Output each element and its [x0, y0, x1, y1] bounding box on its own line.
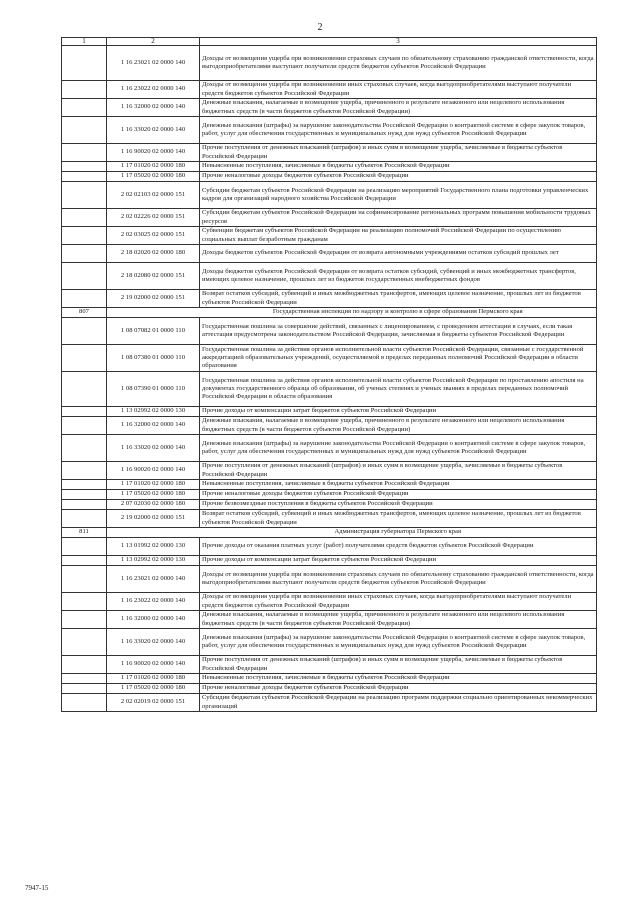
admin-code-cell: [62, 227, 107, 245]
table-row: [62, 117, 597, 144]
revenue-description: Государственная пошлина за действия органов исполнительной власти субъектов Российской Федерации по проставлению апостиля на документах государственного образца об образовании, об ученых степенях и ученых званиях в пределах переданных полномочий Российской Федерации в области образования: [200, 372, 597, 407]
revenue-code: 1 13 01992 02 0000 130: [107, 538, 200, 556]
table-row: [62, 290, 597, 308]
admin-code-cell: [62, 209, 107, 227]
admin-code-cell: [62, 144, 107, 162]
revenue-code: 1 16 23022 02 0000 140: [107, 81, 200, 99]
table-row: [62, 684, 597, 694]
admin-code-cell: [62, 593, 107, 611]
admin-code-cell: [62, 611, 107, 629]
table-row: [62, 372, 597, 407]
table-row: [62, 611, 597, 629]
revenue-description: Субсидии бюджетам субъектов Российской Федерации на софинансирование региональных программ повышения мобильности трудовых ресурсов: [200, 209, 597, 227]
table-row: [62, 46, 597, 81]
revenue-description: Денежные взыскания, налагаемые в возмещение ущерба, причиненного в результате незаконного или нецелевого использования бюджетных средств (в части бюджетов субъектов Российской Федерации): [200, 417, 597, 435]
table-row: [62, 490, 597, 500]
agency-code: 811: [62, 528, 107, 538]
revenue-code: 1 13 02992 02 0000 130: [107, 407, 200, 417]
revenue-description: Доходы от возмещения ущерба при возникновении страховых случаев по обязательному страхованию гражданской ответственности, когда выгодоприобретателями выступают получатели средств бюджетов субъектов Российской Федерации: [200, 46, 597, 81]
revenue-description: Субвенции бюджетам субъектов Российской Федерации на реализацию полномочий Российской Федерации по осуществлению социальных выплат безработным гражданам: [200, 227, 597, 245]
revenue-description: Денежные взыскания (штрафы) за нарушение законодательства Российской Федерации о контрактной системе в сфере закупок товаров, работ, услуг для обеспечения государственных и муниципальных нужд для нужд субъектов Российской Федерации: [200, 435, 597, 462]
admin-code-cell: [62, 480, 107, 490]
table-row: [62, 172, 597, 182]
admin-code-cell: [62, 510, 107, 528]
admin-code-cell: [62, 172, 107, 182]
revenue-description: Прочие доходы от компенсации затрат бюджетов субъектов Российской Федерации: [200, 407, 597, 417]
revenue-description: Прочие доходы от компенсации затрат бюджетов субъектов Российской Федерации: [200, 556, 597, 566]
revenue-description: Прочие неналоговые доходы бюджетов субъектов Российской Федерации: [200, 172, 597, 182]
revenue-code: 1 16 90020 02 0000 140: [107, 462, 200, 480]
admin-code-cell: [62, 245, 107, 263]
agency-row: [62, 528, 597, 538]
table-row: [62, 318, 597, 345]
revenue-code: 2 19 02000 02 0000 151: [107, 510, 200, 528]
revenue-description: Доходы от возмещения ущерба при возникновении иных страховых случаев, когда выгодоприобретателями выступают получатели средств бюджетов субъектов Российской Федерации: [200, 81, 597, 99]
agency-title: Администрация губернатора Пермского края: [200, 528, 597, 538]
revenue-code: 1 16 23021 02 0000 140: [107, 566, 200, 593]
admin-code-cell: [62, 694, 107, 712]
revenue-code: 2 02 03025 02 0000 151: [107, 227, 200, 245]
table-row: [62, 81, 597, 99]
revenue-code: 1 17 01020 02 0000 180: [107, 674, 200, 684]
revenue-code: 2 18 02020 02 0000 180: [107, 245, 200, 263]
revenue-code: 1 16 32000 02 0000 140: [107, 99, 200, 117]
table-row: [62, 407, 597, 417]
revenue-description: Денежные взыскания (штрафы) за нарушение законодательства Российской Федерации о контрактной системе в сфере закупок товаров, работ, услуг для обеспечения государственных и муниципальных нужд для нужд субъектов Российской Федерации: [200, 117, 597, 144]
table-header-row: [62, 38, 597, 46]
revenue-codes-table: [61, 37, 597, 712]
admin-code-cell: [62, 99, 107, 117]
revenue-code: 1 16 33020 02 0000 140: [107, 117, 200, 144]
revenue-description: Прочие неналоговые доходы бюджетов субъектов Российской Федерации: [200, 490, 597, 500]
admin-code-cell: [62, 629, 107, 656]
header-col-2: 2: [107, 38, 200, 46]
revenue-description: Государственная пошлина за совершение действий, связанных с лицензированием, с проведением аттестации в случаях, если такая аттестация предусмотрена законодательством Российской Федерации, зачисляемая в бюджеты субъектов Российской Федерации: [200, 318, 597, 345]
revenue-code: 1 16 33020 02 0000 140: [107, 629, 200, 656]
table-row: [62, 99, 597, 117]
admin-code-cell: [62, 566, 107, 593]
table-row: [62, 656, 597, 674]
admin-code-cell: [62, 117, 107, 144]
revenue-description: Государственная пошлина за действия органов исполнительной власти субъектов Российской Федерации, связанные с государственной аккредитацией образовательных учреждений, осуществляемой в пределах переданных полномочий Российской Федерации в области образования: [200, 345, 597, 372]
revenue-description: Доходы от возмещения ущерба при возникновении страховых случаев по обязательному страхованию гражданской ответственности, когда выгодоприобретателями выступают получатели средств бюджетов субъектов Российской Федерации: [200, 566, 597, 593]
revenue-description: Денежные взыскания (штрафы) за нарушение законодательства Российской Федерации о контрактной системе в сфере закупок товаров, работ, услуг для обеспечения государственных и муниципальных нужд для нужд субъектов Российской Федерации: [200, 629, 597, 656]
revenue-code: 1 08 07380 01 0000 110: [107, 345, 200, 372]
admin-code-cell: [62, 46, 107, 81]
revenue-description: Денежные взыскания, налагаемые в возмещение ущерба, причиненного в результате незаконного или нецелевого использования бюджетных средств (в части бюджетов субъектов Российской Федерации): [200, 99, 597, 117]
agency-row: [62, 308, 597, 318]
admin-code-cell: [62, 417, 107, 435]
revenue-code: 2 02 02226 02 0000 151: [107, 209, 200, 227]
revenue-code: 1 08 07390 01 0000 110: [107, 372, 200, 407]
table-row: [62, 162, 597, 172]
table-row: [62, 144, 597, 162]
table-row: [62, 435, 597, 462]
admin-code-cell: [62, 556, 107, 566]
revenue-code: 2 02 02019 02 0000 151: [107, 694, 200, 712]
revenue-description: Возврат остатков субсидий, субвенций и иных межбюджетных трансфертов, имеющих целевое назначение, прошлых лет из бюджетов субъектов Российской Федерации: [200, 290, 597, 308]
revenue-code: 1 16 90020 02 0000 140: [107, 656, 200, 674]
admin-code-cell: [62, 182, 107, 209]
revenue-description: Невыясненные поступления, зачисляемые в бюджеты субъектов Российской Федерации: [200, 480, 597, 490]
revenue-code: 1 17 01020 02 0000 180: [107, 162, 200, 172]
revenue-description: Прочие поступления от денежных взысканий (штрафов) и иных сумм в возмещение ущерба, зачисляемые в бюджеты субъектов Российской Федерации: [200, 144, 597, 162]
admin-code-cell: [62, 372, 107, 407]
revenue-code: 2 07 02030 02 0000 180: [107, 500, 200, 510]
table-row: [62, 694, 597, 712]
header-col-3: 3: [200, 38, 597, 46]
revenue-description: Возврат остатков субсидий, субвенций и иных межбюджетных трансфертов, имеющих целевое назначение, прошлых лет из бюджетов субъектов Российской Федерации: [200, 510, 597, 528]
admin-code-cell: [62, 318, 107, 345]
revenue-code: 1 17 01020 02 0000 180: [107, 480, 200, 490]
revenue-code: 2 18 02080 02 0000 151: [107, 263, 200, 290]
admin-code-cell: [62, 462, 107, 480]
table-row: [62, 566, 597, 593]
admin-code-cell: [62, 500, 107, 510]
agency-blank-cell: [107, 528, 200, 538]
revenue-code: 1 16 32000 02 0000 140: [107, 611, 200, 629]
admin-code-cell: [62, 684, 107, 694]
table-row: [62, 209, 597, 227]
revenue-description: Доходы от возмещения ущерба при возникновении иных страховых случаев, когда выгодоприобретателями выступают получатели средств бюджетов субъектов Российской Федерации: [200, 593, 597, 611]
revenue-code: 1 16 23021 02 0000 140: [107, 46, 200, 81]
revenue-description: Прочие доходы от оказания платных услуг (работ) получателями средств бюджетов субъектов Российской Федерации: [200, 538, 597, 556]
revenue-code: 1 16 23022 02 0000 140: [107, 593, 200, 611]
table-row: [62, 538, 597, 556]
agency-blank-cell: [107, 308, 200, 318]
revenue-description: Доходы бюджетов субъектов Российской Федерации от возврата автономными учреждениями остатков субсидий прошлых лет: [200, 245, 597, 263]
agency-title: Государственная инспекция по надзору и контролю в сфере образования Пермского края: [200, 308, 597, 318]
revenue-code: 1 08 07082 01 0000 110: [107, 318, 200, 345]
table-row: [62, 500, 597, 510]
revenue-description: Прочие безвозмездные поступления в бюджеты субъектов Российской Федерации: [200, 500, 597, 510]
admin-code-cell: [62, 538, 107, 556]
table-row: [62, 182, 597, 209]
admin-code-cell: [62, 490, 107, 500]
admin-code-cell: [62, 162, 107, 172]
revenue-code: 1 16 33020 02 0000 140: [107, 435, 200, 462]
table-row: [62, 593, 597, 611]
admin-code-cell: [62, 263, 107, 290]
revenue-code: 1 16 90020 02 0000 140: [107, 144, 200, 162]
header-col-1: 1: [62, 38, 107, 46]
revenue-code: 1 17 05020 02 0000 180: [107, 490, 200, 500]
agency-code: 807: [62, 308, 107, 318]
admin-code-cell: [62, 435, 107, 462]
table-row: [62, 227, 597, 245]
revenue-description: Прочие поступления от денежных взысканий (штрафов) и иных сумм в возмещение ущерба, зачисляемые в бюджеты субъектов Российской Федерации: [200, 656, 597, 674]
table-row: [62, 556, 597, 566]
table-row: [62, 629, 597, 656]
table-row: [62, 480, 597, 490]
page-number: 2: [317, 22, 323, 33]
revenue-code: 1 17 05020 02 0000 180: [107, 684, 200, 694]
table-row: [62, 462, 597, 480]
footer-document-code: 7947-15: [25, 884, 49, 892]
admin-code-cell: [62, 290, 107, 308]
table-row: [62, 417, 597, 435]
admin-code-cell: [62, 674, 107, 684]
revenue-description: Прочие поступления от денежных взысканий (штрафов) и иных сумм в возмещение ущерба, зачисляемые в бюджеты субъектов Российской Федерации: [200, 462, 597, 480]
table-row: [62, 263, 597, 290]
table-body: [62, 38, 597, 712]
table-row: [62, 245, 597, 263]
revenue-code: 2 19 02000 02 0000 151: [107, 290, 200, 308]
revenue-description: Доходы бюджетов субъектов Российской Федерации от возврата остатков субсидий, субвенций и иных межбюджетных трансфертов, имеющих целевое назначение, прошлых лет из бюджетов государственных внебюджетных фондов: [200, 263, 597, 290]
revenue-code: 2 02 02103 02 0000 151: [107, 182, 200, 209]
admin-code-cell: [62, 345, 107, 372]
revenue-description: Прочие неналоговые доходы бюджетов субъектов Российской Федерации: [200, 684, 597, 694]
revenue-description: Субсидии бюджетам субъектов Российской Федерации на реализацию программ поддержки социально ориентированных некоммерческих организаций: [200, 694, 597, 712]
revenue-description: Невыясненные поступления, зачисляемые в бюджеты субъектов Российской Федерации: [200, 162, 597, 172]
revenue-code: 1 17 05020 02 0000 180: [107, 172, 200, 182]
revenue-description: Субсидии бюджетам субъектов Российской Федерации на реализацию мероприятий Государственного плана подготовки управленческих кадров для организаций народного хозяйства Российской Федерации: [200, 182, 597, 209]
admin-code-cell: [62, 81, 107, 99]
revenue-code: 1 13 02992 02 0000 130: [107, 556, 200, 566]
table-row: [62, 510, 597, 528]
revenue-code: 1 16 32000 02 0000 140: [107, 417, 200, 435]
table-row: [62, 674, 597, 684]
table-row: [62, 345, 597, 372]
admin-code-cell: [62, 407, 107, 417]
revenue-description: Невыясненные поступления, зачисляемые в бюджеты субъектов Российской Федерации: [200, 674, 597, 684]
admin-code-cell: [62, 656, 107, 674]
revenue-description: Денежные взыскания, налагаемые в возмещение ущерба, причиненного в результате незаконного или нецелевого использования бюджетных средств (в части бюджетов субъектов Российской Федерации): [200, 611, 597, 629]
